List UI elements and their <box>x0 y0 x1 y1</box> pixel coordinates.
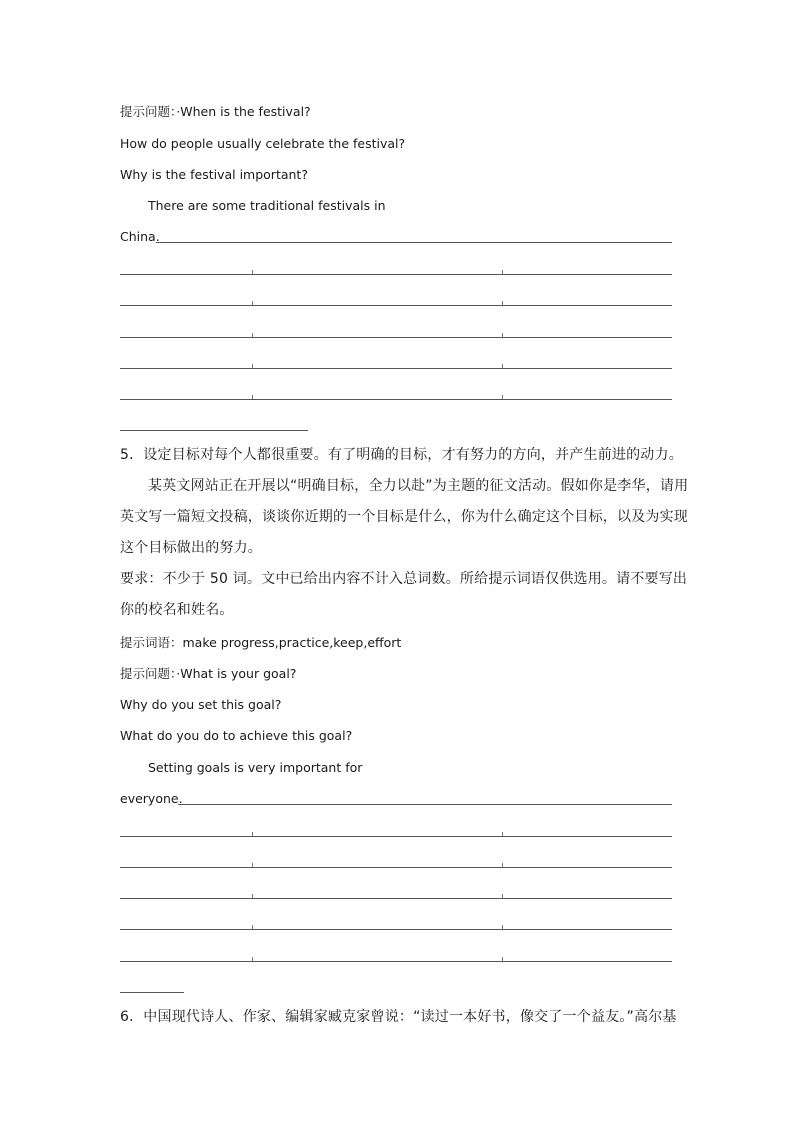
question-5-para-line3: 这个目标做出的努力。 <box>120 540 262 556</box>
question-5-intro: 5．设定目标对每个人都很重要。有了明确的目标，才有努力的方向，并产生前进的动力。 <box>120 447 683 463</box>
line-tick <box>502 832 503 836</box>
writing-line <box>120 337 672 338</box>
question-6-intro: 6．中国现代诗人、作家、编辑家臧克家曾说：“读过一本好书，像交了一个益友。”高尔基 <box>120 1009 677 1025</box>
line-tick <box>502 863 503 867</box>
opening-continuation: China. <box>120 229 160 244</box>
writing-line <box>120 399 672 400</box>
writing-line <box>120 305 672 306</box>
writing-line <box>120 961 672 962</box>
question-5-requirement-line1: 要求：不少于 50 词。文中已给出内容不计入总词数。所给提示词语仅供选用。请不要写出 <box>120 571 688 587</box>
line-tick <box>502 301 503 305</box>
line-tick <box>502 925 503 929</box>
line-tick <box>252 395 253 399</box>
writing-line <box>120 992 184 993</box>
line-tick <box>252 957 253 961</box>
line-tick <box>252 894 253 898</box>
line-tick <box>252 925 253 929</box>
writing-line <box>120 274 672 275</box>
line-tick <box>502 395 503 399</box>
hint-question-why-goal: Why do you set this goal? <box>120 697 282 712</box>
hint-question-how: How do people usually celebrate the festival? <box>120 136 406 151</box>
writing-line <box>156 242 672 243</box>
hint-question-achieve: What do you do to achieve this goal? <box>120 728 353 743</box>
writing-line <box>178 804 672 805</box>
question-5-requirement-line2: 你的校名和姓名。 <box>120 602 234 618</box>
line-tick <box>252 301 253 305</box>
line-tick <box>502 333 503 337</box>
hint-words: 提示词语：make progress,practice,keep,effort <box>120 635 402 650</box>
opening-sentence: Setting goals is very important for <box>148 760 363 775</box>
line-tick <box>502 894 503 898</box>
line-tick <box>502 270 503 274</box>
hint-question-when: 提示问题：·When is the festival? <box>120 104 311 119</box>
opening-sentence: There are some traditional festivals in <box>148 198 386 213</box>
opening-continuation: everyone. <box>120 791 183 806</box>
writing-line <box>120 898 672 899</box>
line-tick <box>252 364 253 368</box>
line-tick <box>252 863 253 867</box>
line-tick <box>502 957 503 961</box>
writing-line <box>120 929 672 930</box>
writing-line <box>120 368 672 369</box>
line-tick <box>252 832 253 836</box>
writing-line <box>120 867 672 868</box>
hint-question-what-goal: 提示问题：·What is your goal? <box>120 666 297 681</box>
writing-line <box>120 430 308 431</box>
hint-question-why: Why is the festival important? <box>120 167 308 182</box>
line-tick <box>252 270 253 274</box>
line-tick <box>252 333 253 337</box>
writing-line <box>120 836 672 837</box>
question-5-para-line1: 某英文网站正在开展以“明确目标，全力以赴”为主题的征文活动。假如你是李华，请用 <box>148 478 689 494</box>
question-5-para-line2: 英文写一篇短文投稿，谈谈你近期的一个目标是什么，你为什么确定这个目标，以及为实现 <box>120 509 688 525</box>
line-tick <box>502 364 503 368</box>
